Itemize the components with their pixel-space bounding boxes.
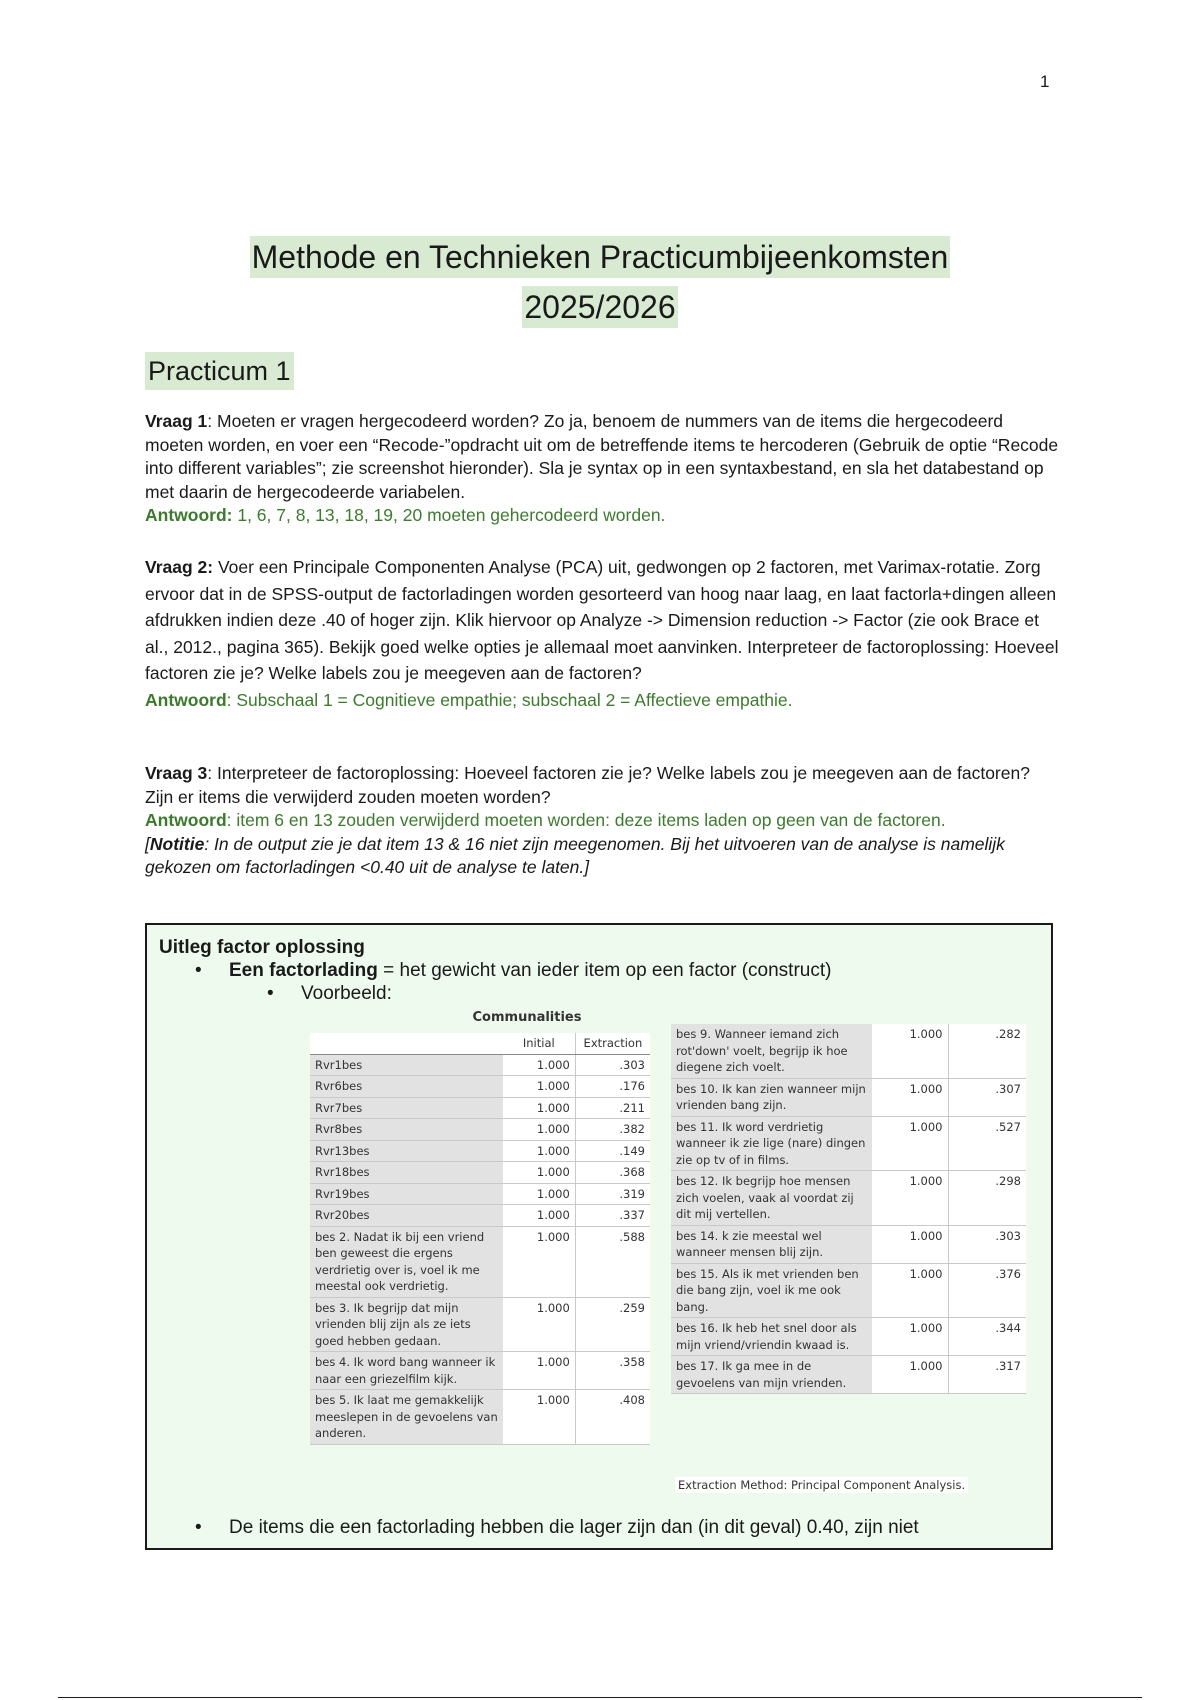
initial-value: 1.000 (503, 1097, 576, 1119)
bullet-3-text: De items die een factorlading hebben die lager zijn dan (in dit geval) 0.40, zijn niet (229, 1517, 919, 1538)
question-3 (145, 762, 1060, 880)
note-label: Notitie (149, 833, 205, 854)
table-row (671, 1116, 1026, 1171)
title-line-2: 2025/2026 (522, 286, 677, 328)
extraction-value: .317 (948, 1356, 1026, 1394)
table-row (671, 1356, 1026, 1394)
item-label: bes 12. Ik begrijp hoe mensen zich voelen, vaak al voordat zij dit mij vertellen. (671, 1171, 872, 1226)
extraction-value: .358 (575, 1352, 650, 1390)
table-row (310, 1390, 650, 1445)
extraction-value: .211 (575, 1097, 650, 1119)
item-label: bes 2. Nadat ik bij een vriend ben geweest die ergens verdrietig over is, voel ik me meestal ook verdrietig. (310, 1226, 503, 1297)
answer-3-text: : item 6 en 13 zouden verwijderd moeten worden: deze items laden op geen van de factoren. (226, 810, 946, 830)
bullet-2-text: Voorbeeld: (301, 983, 392, 1004)
item-label: bes 5. Ik laat me gemakkelijk meeslepen in de gevoelens van anderen. (310, 1390, 503, 1445)
initial-value: 1.000 (503, 1054, 576, 1076)
answer-1-label: Antwoord: (145, 505, 233, 525)
table-footnote: Extraction Method: Principal Component Analysis. (675, 1477, 968, 1493)
table-row (310, 1140, 650, 1162)
item-label: Rvr13bes (310, 1140, 503, 1162)
item-label: Rvr19bes (310, 1183, 503, 1205)
table-row (671, 1171, 1026, 1226)
communalities-title: Communalities (472, 1010, 582, 1025)
initial-value: 1.000 (872, 1171, 948, 1226)
extraction-value: .344 (948, 1318, 1026, 1356)
initial-value: 1.000 (503, 1162, 576, 1184)
question-2-label: Vraag 2: (145, 557, 214, 577)
extraction-value: .303 (948, 1225, 1026, 1263)
table-row (310, 1162, 650, 1184)
page-number: 1 (1040, 72, 1050, 91)
question-2-text: Voer een Principale Componenten Analyse (PCA) uit, gedwongen op 2 factoren, met Varimax-rotatie. Zorg ervoor dat in de SPSS-output de factorladingen worden gesorteerd van hoog naar laag, en laat factorla+dingen alleen afdrukken indien deze .40 of hoger zijn. Klik hiervoor op Analyze -> Dimension reduction -> Factor (zie ook Brace et al., 2012., pagina 365). Bekijk goed welke opties je allemaal moet aanvinken. Interpreteer de factoroplossing: Hoeveel factoren zie je? Welke labels zou je meegeven aan de factoren? (145, 557, 1059, 683)
page-bottom-rule (58, 1697, 1142, 1698)
question-1 (145, 410, 1060, 528)
table-row (310, 1226, 650, 1297)
item-label: Rvr8bes (310, 1119, 503, 1141)
initial-value: 1.000 (503, 1076, 576, 1098)
initial-value: 1.000 (872, 1078, 948, 1116)
initial-value: 1.000 (872, 1318, 948, 1356)
answer-3-label: Antwoord (145, 810, 227, 830)
bullet-factorlading: • Een factorlading = het gewicht van ieder item op een factor (construct) (195, 960, 832, 981)
title-line-1: Methode en Technieken Practicumbijeenkomsten (250, 236, 951, 278)
item-label: Rvr7bes (310, 1097, 503, 1119)
initial-value: 1.000 (503, 1297, 576, 1352)
explanation-box (145, 923, 1053, 1550)
item-label: bes 4. Ik word bang wanneer ik naar een griezelfilm kijk. (310, 1352, 503, 1390)
item-label: bes 17. Ik ga mee in de gevoelens van mijn vrienden. (671, 1356, 872, 1394)
table-row (310, 1076, 650, 1098)
table-row (671, 1024, 1026, 1078)
initial-value: 1.000 (503, 1119, 576, 1141)
question-2 (145, 554, 1060, 713)
extraction-value: .282 (948, 1024, 1026, 1078)
extraction-value: .337 (575, 1205, 650, 1227)
answer-2-label: Antwoord (145, 689, 227, 710)
initial-value: 1.000 (503, 1205, 576, 1227)
table-row (671, 1225, 1026, 1263)
initial-value: 1.000 (503, 1140, 576, 1162)
table-row (310, 1054, 650, 1076)
extraction-value: .368 (575, 1162, 650, 1184)
communalities-table-left (310, 1033, 650, 1445)
question-1-text: : Moeten er vragen hergecodeerd worden? Zo ja, benoem de nummers van de items die hergecodeerd moeten worden, en voer een “Recode-”opdracht uit om de betreffende items te hercoderen (Gebruik de optie “Recode into different variables”; zie screenshot hieronder). Sla je syntax op in een syntaxbestand, en sla het databestand op met daarin de hergecodeerde variabelen. (145, 411, 1059, 502)
extraction-value: .298 (948, 1171, 1026, 1226)
extraction-value: .588 (575, 1226, 650, 1297)
item-label: bes 9. Wanneer iemand zich rot'down' voelt, begrijp ik hoe diegene zich voelt. (671, 1024, 872, 1078)
initial-value: 1.000 (503, 1390, 576, 1445)
initial-value: 1.000 (872, 1024, 948, 1078)
table-row (671, 1263, 1026, 1318)
document-title (0, 236, 1200, 328)
answer-2-text: : Subschaal 1 = Cognitieve empathie; subschaal 2 = Affectieve empathie. (226, 689, 793, 710)
initial-value: 1.000 (503, 1226, 576, 1297)
extraction-value: .527 (948, 1116, 1026, 1171)
bullet-1-bold: Een factorlading (229, 960, 378, 981)
bullet-1-text: = het gewicht van ieder item op een factor (construct) (377, 960, 832, 981)
question-3-label: Vraag 3 (145, 763, 208, 783)
item-label: bes 15. Als ik met vrienden ben die bang zijn, voel ik me ook bang. (671, 1263, 872, 1318)
table-row (310, 1097, 650, 1119)
communalities-table-right (671, 1024, 1026, 1394)
table-row (310, 1183, 650, 1205)
item-label: bes 14. k zie meestal wel wanneer mensen blij zijn. (671, 1225, 872, 1263)
extraction-value: .303 (575, 1054, 650, 1076)
question-3-text: : Interpreteer de factoroplossing: Hoeveel factoren zie je? Welke labels zou je meegeven aan de factoren? Zijn er items die verwijderd zouden moeten worden? (145, 763, 1030, 807)
bullet-voorbeeld: • Voorbeeld: (267, 983, 392, 1004)
initial-value: 1.000 (872, 1225, 948, 1263)
extraction-value: .382 (575, 1119, 650, 1141)
item-label: bes 3. Ik begrijp dat mijn vrienden blij zijn als ze iets goed hebben gedaan. (310, 1297, 503, 1352)
table-row (310, 1297, 650, 1352)
extraction-value: .376 (948, 1263, 1026, 1318)
note-text: : In de output zie je dat item 13 & 16 niet zijn meegenomen. Bij het uitvoeren van de analyse is namelijk gekozen om factorladingen <0.40 uit de analyse te laten.] (145, 833, 1005, 877)
extraction-value: .319 (575, 1183, 650, 1205)
initial-value: 1.000 (872, 1263, 948, 1318)
extraction-value: .307 (948, 1078, 1026, 1116)
table-row (671, 1318, 1026, 1356)
note: [Notitie: In de output zie je dat item 13 & 16 niet zijn meegenomen. Bij het uitvoeren van de analyse is namelijk gekozen om factorladingen <0.40 uit de analyse te laten.] (145, 833, 1005, 877)
extraction-value: .176 (575, 1076, 650, 1098)
section-heading: Practicum 1 (145, 352, 294, 390)
initial-value: 1.000 (872, 1116, 948, 1171)
answer-1-text: 1, 6, 7, 8, 13, 18, 19, 20 moeten gehercodeerd worden. (232, 505, 666, 525)
col-initial-header: Initial (503, 1033, 576, 1054)
item-label: bes 10. Ik kan zien wanneer mijn vrienden bang zijn. (671, 1078, 872, 1116)
extraction-value: .259 (575, 1297, 650, 1352)
bullet-items-lower: • De items die een factorlading hebben die lager zijn dan (in dit geval) 0.40, zijn niet (195, 1517, 919, 1538)
col-extraction-header: Extraction (575, 1033, 650, 1054)
item-label: Rvr20bes (310, 1205, 503, 1227)
table-row (310, 1119, 650, 1141)
box-title: Uitleg factor oplossing (159, 937, 365, 958)
extraction-value: .408 (575, 1390, 650, 1445)
item-label: Rvr6bes (310, 1076, 503, 1098)
item-label: bes 16. Ik heb het snel door als mijn vriend/vriendin kwaad is. (671, 1318, 872, 1356)
question-1-label: Vraag 1 (145, 411, 208, 431)
initial-value: 1.000 (503, 1183, 576, 1205)
item-label: Rvr18bes (310, 1162, 503, 1184)
initial-value: 1.000 (503, 1352, 576, 1390)
table-row (671, 1078, 1026, 1116)
table-row (310, 1352, 650, 1390)
initial-value: 1.000 (872, 1356, 948, 1394)
table-row (310, 1205, 650, 1227)
item-label: Rvr1bes (310, 1054, 503, 1076)
item-label: bes 11. Ik word verdrietig wanneer ik zie lige (nare) dingen zie op tv of in films. (671, 1116, 872, 1171)
extraction-value: .149 (575, 1140, 650, 1162)
